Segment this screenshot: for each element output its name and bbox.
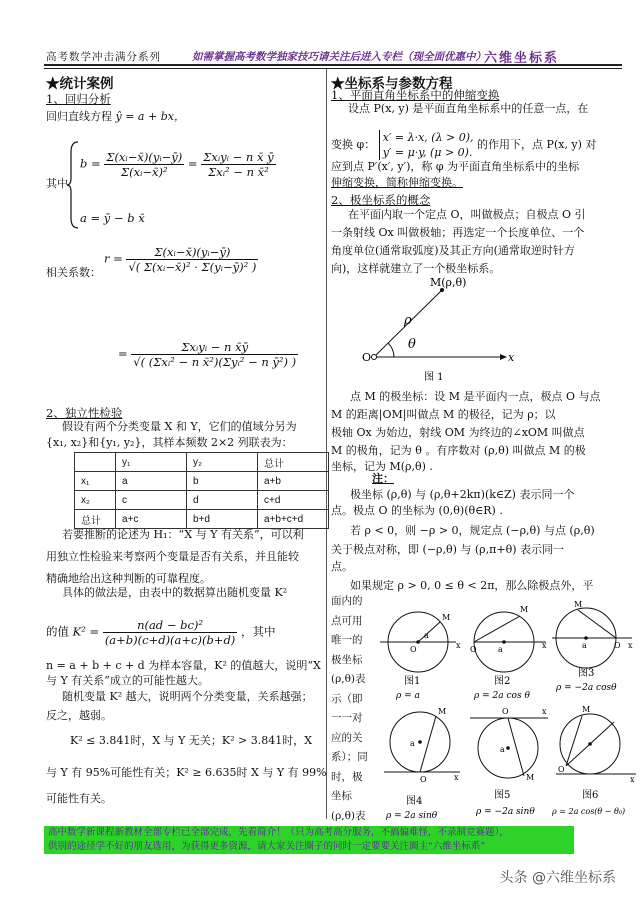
k2-prefix: 的值	[46, 624, 69, 639]
table-cell: x₁	[75, 472, 116, 491]
r-para-4: 伸缩变换，简称伸缩变换。	[331, 176, 463, 189]
r-para-11: 极轴 Ox 为始边，射线 OM 为终边的∠xOM 叫做点	[331, 426, 585, 439]
side-line: 面内的	[331, 595, 363, 607]
brand-title: 六维坐标系	[484, 51, 560, 66]
table-cell: y₂	[187, 453, 258, 472]
figure-caption: 图1	[404, 676, 421, 687]
table-cell: d	[187, 491, 258, 510]
regression-equation: ŷ = a + bx，	[115, 110, 185, 123]
m-label: M	[574, 600, 583, 609]
figure-equation: ρ = 2a cos θ	[474, 691, 530, 701]
table-row	[75, 453, 329, 472]
table-cell: a	[116, 472, 187, 491]
o-label: O	[470, 645, 477, 654]
x-label: x	[542, 641, 547, 650]
figure-caption: 图5	[494, 790, 511, 801]
o-label: O	[558, 765, 565, 774]
transform-suffix: 的作用下，点 P(x, y) 对	[477, 138, 597, 151]
r-formula-2: = $\frac{\text{Σxᵢyᵢ − n x̄ȳ}}{\text{√( (Σxᵢ² − n x̄²)(Σyᵢ² − n ȳ²) )}}$	[118, 340, 297, 369]
side-line: 一一对	[331, 712, 363, 724]
r-fraction-2: $\frac{\text{Σxᵢyᵢ − n x̄ȳ}}{\text{√( (Σxᵢ² − n x̄²)(Σyᵢ² − n ȳ²) )}}$	[133, 340, 297, 369]
table-row	[75, 491, 329, 510]
side-line: 点可用	[331, 614, 363, 627]
promo-text: 如需掌握高考数学独家技巧请关注后进入专栏（现全面优惠中）	[192, 51, 486, 63]
r-para-12: M 的极角，记为 θ 。有序数对 (ρ,θ) 叫做点 M 的极	[331, 444, 586, 457]
table-cell: y₁	[116, 453, 187, 472]
transform-prefix: 变换 φ：	[331, 138, 376, 151]
r-para-8: 向)，这样就建立了一个极坐标系。	[331, 262, 501, 275]
brace-symbol	[66, 140, 80, 230]
r-para-5: 在平面内取一个定点 O，叫做极点；自极点 O 引	[348, 208, 586, 221]
b-formula: b = $\frac{\text{Σ(xᵢ−x̄)(yᵢ−ȳ)}}{\text{Σ(xᵢ−x̄)²}}$ = $\frac{\text{Σxᵢyᵢ − n x̄ ȳ}}{\text{Σxᵢ² − n x̄²}}$	[80, 150, 274, 179]
r-formula-1	[104, 245, 258, 274]
center-dot	[584, 636, 588, 640]
figure-equation: ρ = 2a sinθ	[386, 811, 438, 820]
m-label: M	[582, 705, 591, 714]
circle-figure-3	[552, 598, 636, 703]
chord-line	[420, 716, 436, 772]
subsection-regression: 1、回归分析	[46, 92, 111, 106]
para-9: 与 Y 有关系”成立的可能性越大。	[46, 674, 209, 687]
pole-label: O	[362, 351, 372, 364]
subsection-independence: 2、独立性检验	[46, 406, 123, 420]
figure-equation: ρ = 2a cos(θ − θ₀)	[552, 807, 626, 816]
side-line: 时，极	[331, 770, 363, 783]
figure-caption: 图2	[494, 676, 511, 687]
x-label: x	[456, 641, 461, 650]
o-label: O	[502, 707, 509, 716]
r-para-15: 点。极点 O 的坐标为 (0,θ)(θ∈R) .	[331, 504, 503, 517]
x-label: x	[628, 641, 633, 650]
b-fraction-2: $\frac{\text{Σxᵢyᵢ − n x̄ ȳ}}{\text{Σxᵢ² − n x̄²}}$	[203, 150, 274, 179]
r-para-19: 如果规定 ρ > 0, 0 ≤ θ < 2π，那么除极点外，平	[350, 579, 594, 592]
axis-arrow-icon	[500, 354, 507, 360]
contingency-table	[74, 452, 329, 529]
header-rule	[44, 64, 622, 66]
m-label: M	[520, 605, 529, 614]
in-it-label: 其中	[46, 177, 68, 190]
para-6: 具体的做法是，由表中的数据算出随机变量 K²	[62, 586, 288, 599]
axis-label: x	[508, 351, 515, 364]
side-line: 唯一的	[331, 634, 363, 646]
table-cell: c+d	[258, 491, 329, 510]
m-label: M	[526, 773, 535, 782]
rho-label: ρ	[404, 313, 412, 328]
circle-figure-4	[380, 700, 462, 820]
figure-caption: 图4	[406, 796, 423, 807]
table-cell: b+d	[187, 510, 258, 529]
para-3: 若要推断的论述为 H₁：“X 与 Y 有关系”，可以利	[62, 528, 304, 541]
x-label: x	[454, 773, 459, 782]
correlation-label: 相关系数：	[46, 266, 101, 279]
radius-line	[418, 622, 440, 642]
figure-caption: 图 1	[424, 372, 444, 383]
r-para-1: 设点 P(x, y) 是平面直角坐标系中的任意一点，在	[348, 102, 589, 115]
r-para-7: 角度单位(通常取弧度)及其正方向(通常取逆时针方	[331, 244, 575, 257]
center-dot	[418, 740, 422, 744]
para-11: 反之，越弱。	[46, 709, 112, 722]
para-12: K² ≤ 3.841时，X 与 Y 无关；K² > 3.841时，X	[70, 734, 313, 747]
center-dot	[502, 640, 506, 644]
k2-denominator: (a+b)(c+d)(a+c)(b+d)	[104, 633, 236, 647]
table-cell	[75, 453, 116, 472]
table-cell: b	[187, 472, 258, 491]
para-8: n = a + b + c + d 为样本容量，K² 的值越大，说明“X	[46, 659, 321, 672]
k2-formula: 的值 K² = $\frac{\text{n(ad − bc)²}}{(a+b)(c+d)(a+c)(b+d)}$ ，其中	[46, 618, 276, 647]
circle-figure-5	[466, 700, 550, 820]
a-label: a	[498, 645, 503, 654]
side-text	[331, 592, 379, 826]
chord-line	[578, 610, 616, 638]
center-dot	[588, 742, 592, 746]
section-title-statistics: ★统计案例	[46, 76, 114, 92]
a-label: a	[582, 641, 587, 650]
para-4: 用独立性检验来考察两个变量是否有关系，并且能较	[46, 550, 299, 563]
x-label: x	[630, 775, 635, 784]
a-label: a	[500, 745, 505, 754]
table-cell: a+c	[116, 510, 187, 529]
circle-figure-1	[380, 598, 462, 703]
center-dot	[416, 640, 420, 644]
regression-line	[46, 106, 185, 128]
table-cell: a+b	[258, 472, 329, 491]
a-label: a	[424, 631, 429, 640]
o-label: O	[420, 775, 427, 784]
r-para-6: 一条射线 Ox 叫做极轴；再选定一个长度单位、一个	[331, 226, 585, 239]
section-title-coordinates: ★坐标系与参数方程	[331, 76, 453, 92]
para-1: 假设有两个分类变量 X 和 Y，它们的值域分另为	[62, 420, 297, 433]
side-line: 示（即	[331, 692, 363, 705]
side-line: 坐标	[331, 790, 352, 802]
b-label: b =	[80, 156, 101, 171]
para-10: 随机变量 K² 越大，说明两个分类变量，关系越强；	[62, 690, 313, 703]
o-label: O	[410, 645, 417, 654]
banner-line-2: 供别的途径学不好的朋友选用，为获得更多资源，请大家关注圈子的同时一定要要关注圈主“六维坐标系”	[48, 841, 486, 852]
figure-equation: ρ = −2a sinθ	[476, 807, 535, 817]
r-para-10: M 的距离|OM|叫做点 M 的极径，记为 ρ；以	[331, 408, 556, 421]
r-fraction-1: $\frac{\text{Σ(xᵢ−x̄)(yᵢ−ȳ)}}{\text{√( Σ(xᵢ−x̄)² · Σ(yᵢ−ȳ)² )}}$	[128, 245, 257, 274]
para-14: 可能性有关。	[46, 792, 112, 805]
para-2: {x₁, x₂}和{y₁, y₂}，其样本频数 2×2 列联表为：	[46, 436, 293, 449]
m-label: M	[442, 613, 451, 622]
k2-suffix: ，其中	[240, 624, 276, 639]
side-line: 应的关	[331, 731, 363, 744]
circle-figure-2	[468, 598, 550, 703]
r-para-16: 若 ρ < 0，则 −ρ > 0，规定点 (−ρ,θ) 与点 (ρ,θ)	[350, 524, 595, 537]
o-label: O	[614, 641, 621, 650]
point-label: M(ρ,θ)	[430, 276, 467, 289]
table-cell: 总计	[75, 510, 116, 529]
r-para-3: 应到点 P′(x′, y′)，称 φ 为平面直角坐标系中的坐标	[331, 160, 580, 173]
k2-fraction	[103, 618, 237, 647]
regression-label: 回归直线方程	[46, 110, 112, 123]
table-cell: c	[116, 491, 187, 510]
side-line: (ρ,θ)表	[331, 809, 366, 822]
a-formula: a = ȳ − b x̄	[80, 211, 145, 225]
para-13: 与 Y 有 95%可能性有关；K² ≥ 6.635时 X 与 Y 有 99%	[46, 766, 327, 779]
circle-figure-6	[552, 700, 638, 820]
r-para-17: 关于极点对称，即 (−ρ,θ) 与 (ρ,π+θ) 表示同一	[331, 543, 564, 556]
watermark: 头条 @六维坐标系	[499, 870, 616, 886]
figure-caption: 图6	[582, 790, 599, 801]
column-divider	[326, 69, 327, 819]
center-dot	[506, 746, 510, 750]
figure-equation: ρ = −2a cosθ	[556, 683, 617, 693]
table-cell: x₂	[75, 491, 116, 510]
r-para-13: 坐标，记为 M(ρ,θ) .	[331, 460, 433, 473]
theta-label: θ	[408, 337, 416, 352]
series-title: 高考数学冲击满分系列	[46, 51, 161, 63]
subsection-scaling: 1、平面直角坐标系中的伸缩变换	[331, 88, 500, 102]
m-label: M	[438, 707, 447, 716]
r-para-18: 点。	[331, 560, 353, 573]
transform-x: x′ = λ·x, (λ > 0),	[382, 131, 474, 144]
transform-y: y′ = μ·y, (μ > 0).	[382, 146, 473, 159]
polar-figure	[360, 272, 520, 387]
header-rule-thin	[44, 68, 622, 69]
r-para-9: 点 M 的极坐标：设 M 是平面内一点，极点 O 与点	[350, 390, 601, 403]
table-cell: 总计	[258, 453, 329, 472]
subsection-polar: 2、极坐标系的概念	[331, 193, 431, 207]
chord-line	[474, 616, 520, 642]
figure-caption: 图3	[578, 668, 595, 679]
angle-arc	[388, 343, 394, 357]
note-label: 注：	[372, 472, 394, 485]
banner-line-1: 高中数学新课程新教材全部专栏已全部完成，先看简介！（只为高考高分服务，不搞偏难怪，不录制竞赛题），	[48, 827, 509, 838]
b-fraction-1: $\frac{\text{Σ(xᵢ−x̄)(yᵢ−ȳ)}}{\text{Σ(xᵢ−x̄)²}}$	[106, 150, 183, 179]
side-line: (ρ,θ)表	[331, 673, 366, 685]
r-para-14: 极坐标 (ρ,θ) 与 (ρ,θ+2kπ)(k∈Z) 表示同一个	[350, 488, 575, 501]
k2-numerator: n(ad − bc)²	[103, 618, 237, 633]
promo-banner	[44, 826, 574, 854]
table-cell: a+b+c+d	[258, 510, 329, 529]
r-label: r =	[104, 251, 123, 266]
side-line: 极坐标	[331, 653, 363, 666]
figure-equation: ρ = a	[396, 691, 420, 701]
chord-line	[508, 718, 524, 776]
side-line: 系）；同	[331, 751, 368, 763]
table-row	[75, 472, 329, 491]
a-label: a	[410, 739, 415, 748]
x-label: x	[542, 707, 547, 716]
para-5: 精确地给出这种判断的可靠程度。	[46, 572, 211, 585]
pole-point	[372, 355, 377, 360]
